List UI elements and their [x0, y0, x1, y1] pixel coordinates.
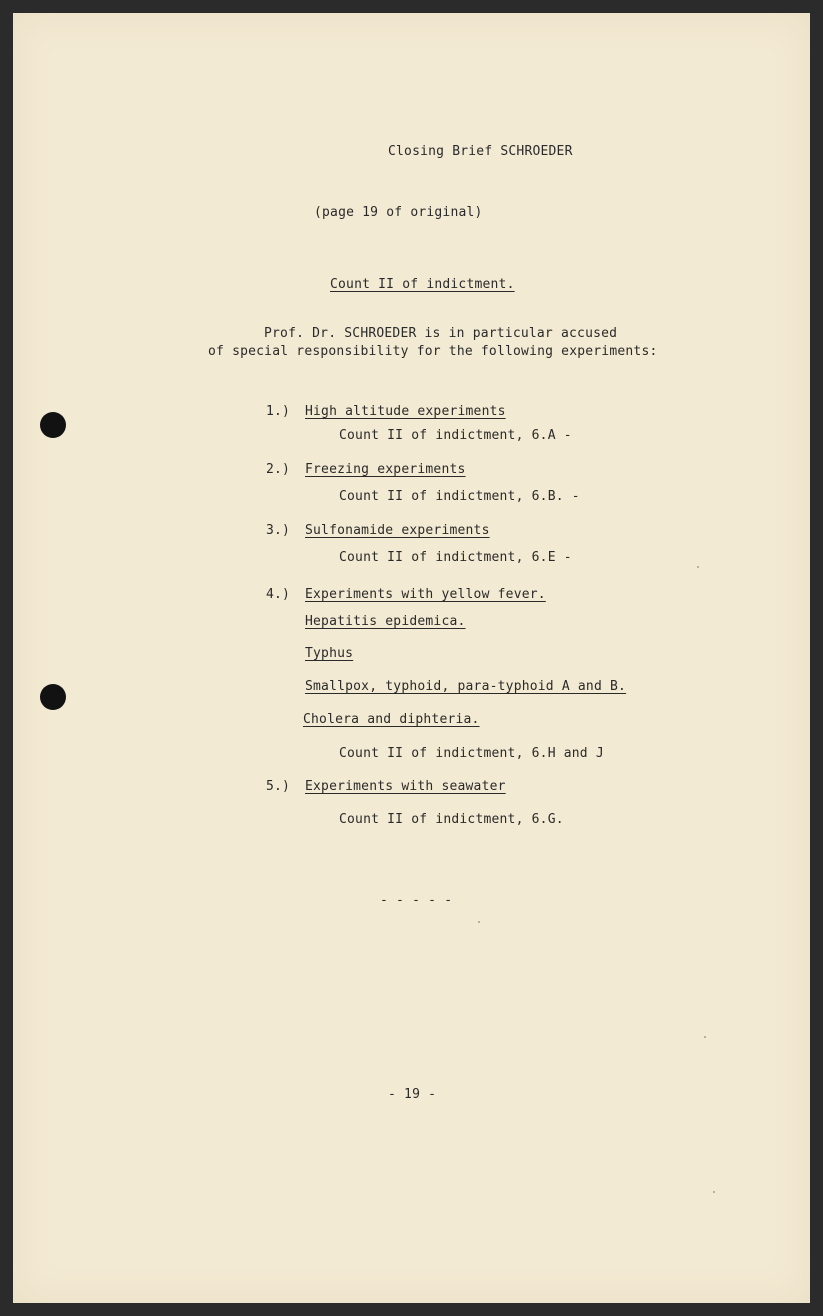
item-4-line-3: Typhus	[305, 646, 354, 661]
paper-speck	[478, 921, 480, 923]
item-number-4: 4.)	[266, 587, 291, 602]
page-number: - 19 -	[388, 1087, 437, 1102]
section-heading: Count II of indictment.	[330, 277, 515, 292]
item-ref-4: Count II of indictment, 6.H and J	[339, 746, 604, 761]
item-ref-5: Count II of indictment, 6.G.	[339, 812, 564, 827]
paper-speck	[697, 566, 699, 568]
item-number-1: 1.)	[266, 404, 291, 419]
paper-speck	[704, 1036, 706, 1038]
item-title-1: High altitude experiments	[305, 404, 506, 419]
item-number-5: 5.)	[266, 779, 291, 794]
item-ref-1: Count II of indictment, 6.A -	[339, 428, 572, 443]
brief-title: Closing Brief SCHROEDER	[388, 144, 573, 159]
section-separator: - - - - -	[380, 893, 453, 908]
item-title-5: Experiments with seawater	[305, 779, 506, 794]
item-4-line-4: Smallpox, typhoid, para-typhoid A and B.	[305, 679, 627, 694]
paper-speck	[713, 1191, 715, 1193]
item-4-line-2: Hepatitis epidemica.	[305, 614, 466, 629]
item-number-3: 3.)	[266, 523, 291, 538]
punch-hole-bottom	[40, 684, 66, 710]
item-4-line-5: Cholera and diphteria.	[303, 712, 480, 727]
item-4-line-1: Experiments with yellow fever.	[305, 587, 546, 602]
punch-hole-top	[40, 412, 66, 438]
item-title-2: Freezing experiments	[305, 462, 466, 477]
intro-line-2: of special responsibility for the following experiments:	[208, 344, 658, 359]
item-number-2: 2.)	[266, 462, 291, 477]
item-ref-2: Count II of indictment, 6.B. -	[339, 489, 580, 504]
intro-line-1: Prof. Dr. SCHROEDER is in particular accused	[264, 326, 618, 341]
item-ref-3: Count II of indictment, 6.E -	[339, 550, 572, 565]
page-reference: (page 19 of original)	[314, 205, 483, 220]
item-title-3: Sulfonamide experiments	[305, 523, 490, 538]
